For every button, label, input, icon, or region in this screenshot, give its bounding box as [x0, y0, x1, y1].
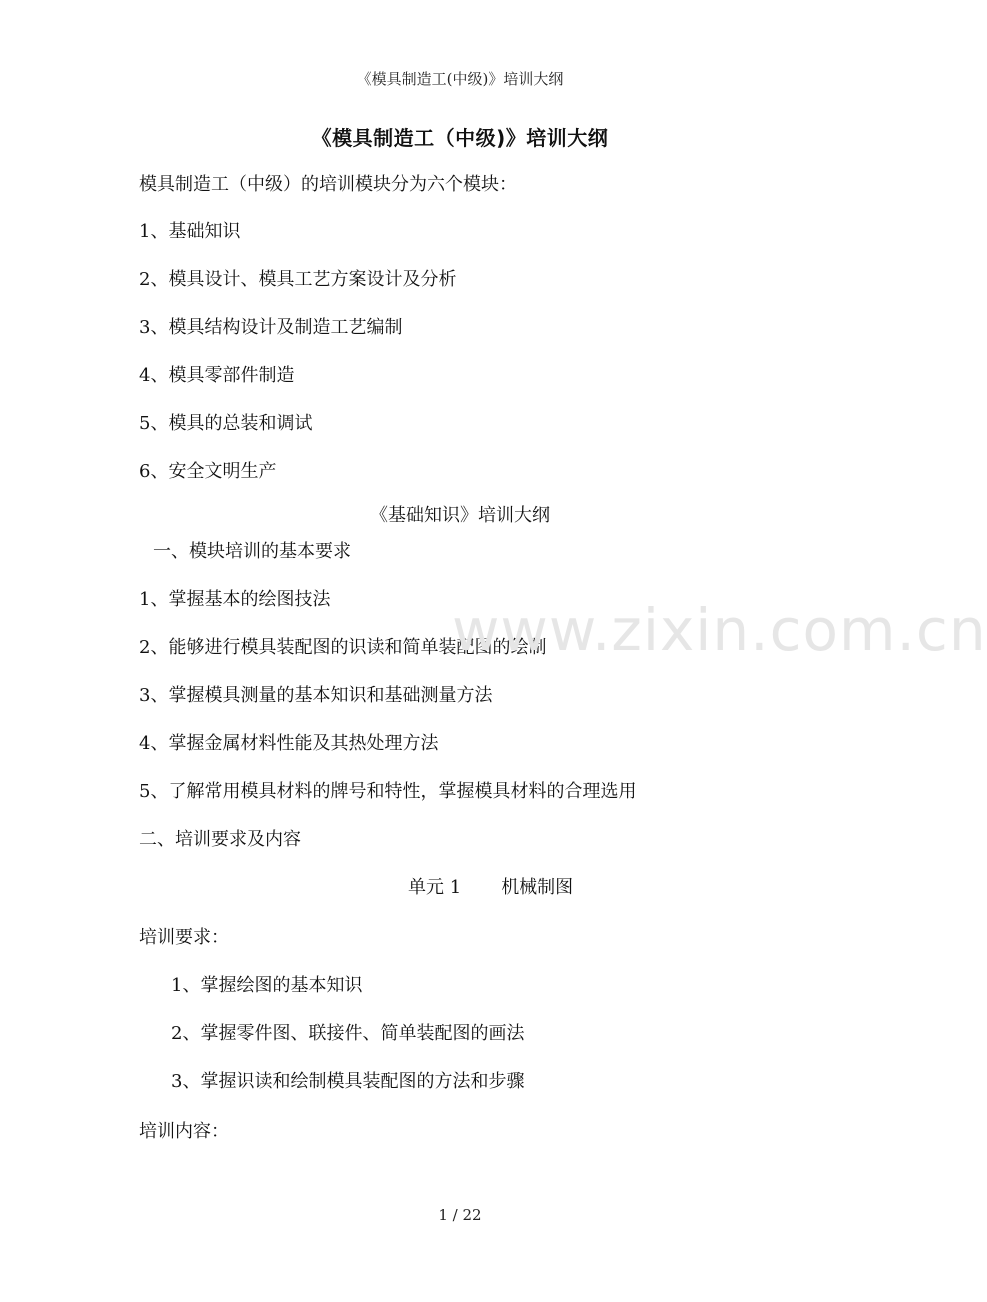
watermark: www.zixin.com.cn — [452, 596, 987, 664]
unit-name: 机械制图 — [501, 877, 574, 898]
training-content-label: 培训内容： — [139, 1121, 229, 1142]
basic-requirement-5: 5、了解常用模具材料的牌号和特性，掌握模具材料的合理选用 — [139, 781, 637, 802]
training-requirement-1: 1、掌握绘图的基本知识 — [171, 975, 363, 996]
module-item-4: 4、模具零部件制造 — [139, 365, 295, 386]
basic-requirements-heading: 一、模块培训的基本要求 — [153, 541, 351, 562]
module-item-6: 6、安全文明生产 — [139, 461, 277, 482]
basic-requirement-4: 4、掌握金属材料性能及其热处理方法 — [139, 733, 439, 754]
training-requirement-3: 3、掌握识读和绘制模具装配图的方法和步骤 — [171, 1071, 525, 1092]
document-title: 《模具制造工（中级)》培训大纲 — [311, 126, 609, 150]
basic-requirement-1: 1、掌握基本的绘图技法 — [139, 589, 331, 610]
running-header: 《模具制造工(中级)》培训大纲 — [356, 70, 564, 88]
training-requirements-label: 培训要求： — [139, 927, 229, 948]
intro-paragraph: 模具制造工（中级）的培训模块分为六个模块： — [139, 174, 517, 195]
module-item-5: 5、模具的总装和调试 — [139, 413, 313, 434]
basic-requirement-2: 2、能够进行模具装配图的识读和简单装配图的绘制 — [139, 637, 547, 658]
page-number: 1 / 22 — [438, 1206, 482, 1224]
module-item-3: 3、模具结构设计及制造工艺编制 — [139, 317, 403, 338]
basic-requirement-3: 3、掌握模具测量的基本知识和基础测量方法 — [139, 685, 493, 706]
training-heading: 二、培训要求及内容 — [139, 829, 301, 850]
unit-heading — [408, 876, 573, 900]
module-item-2: 2、模具设计、模具工艺方案设计及分析 — [139, 269, 457, 290]
module-item-1: 1、基础知识 — [139, 221, 241, 242]
section-title: 《基础知识》培训大纲 — [370, 505, 550, 526]
training-requirement-2: 2、掌握零件图、联接件、简单装配图的画法 — [171, 1023, 525, 1044]
unit-number: 单元 1 — [408, 877, 462, 898]
